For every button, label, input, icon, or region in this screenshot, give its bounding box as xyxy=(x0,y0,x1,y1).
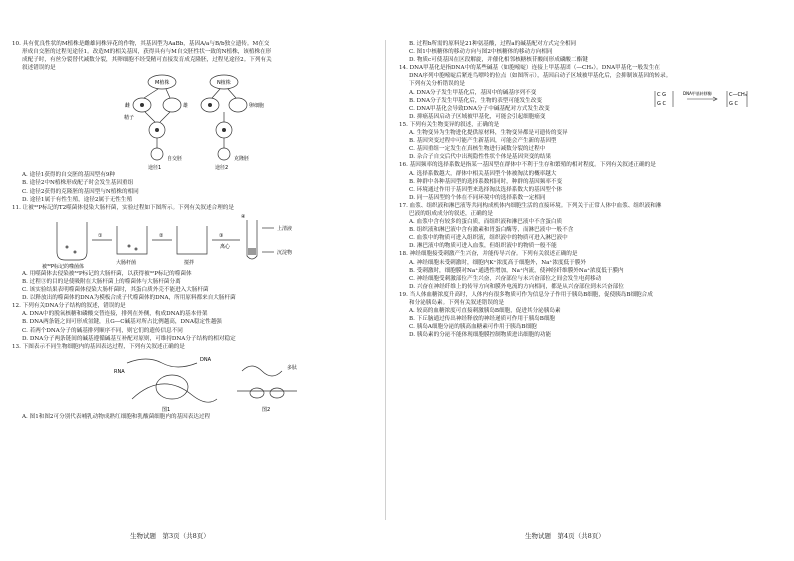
phage-experiment-diagram xyxy=(12,212,372,270)
methyltransferase-label: DNA甲基转移酶 xyxy=(683,90,712,96)
page-footer-right: 生物试题 第4页（共8页） xyxy=(525,532,605,540)
option-c: C. 图1中核糖体的移动方向与图2中核糖体的移动方向相同 xyxy=(409,49,553,56)
option-d: D. 同一基因型的个体在不同环境中的选择系数一定相同 xyxy=(409,194,546,201)
peptide-label: 多肽 xyxy=(287,364,298,371)
figure-1-caption: 图1 xyxy=(162,406,171,413)
option-b: B. 途径2中N植株形成配子时会发生基因重组 xyxy=(22,180,134,187)
question-18-line: 18. 神经细胞接受刺激产生兴奋，并能传导兴奋。下列有关叙述正确的是 xyxy=(399,251,578,258)
stir-label: 搅拌 xyxy=(184,259,195,266)
question-13-figure xyxy=(12,351,372,413)
gene-expression-diagram xyxy=(12,351,372,413)
question-10 xyxy=(12,40,372,204)
dna-methylation-figure xyxy=(647,87,777,109)
question-11-line: 11. 让被³²P标记的T2噬菌体侵染大肠杆菌，实验过程如下图所示。下列有关叙述合理的是 xyxy=(12,204,234,211)
option-b: B. 种群中各种基因型的选择系数相同时，种群的基因频率不变 xyxy=(409,178,563,185)
question-15 xyxy=(399,121,779,161)
option-b: B. 下丘脑通过传出神经释放的神经递质可作用于胰岛B细胞 xyxy=(409,316,556,323)
question-10-line: 叙述错误的是 xyxy=(22,65,56,72)
option-a: A. 图1和图2可分别代表哺乳动物成熟红细胞和乳酸菌细胞内的基因表达过程 xyxy=(22,413,211,420)
right-column xyxy=(399,40,779,339)
option-b: B. DNA两条链之间可形成氢键，且G—C碱基对所占比例越高，DNA稳定性越强 xyxy=(22,319,222,326)
option-d: D. 胰岛素的分泌不能体现细胞膜控制物质进出细胞的功能 xyxy=(409,332,552,339)
option-c: C. 途径2获得的克隆胚的基因型与N植株的相同 xyxy=(22,188,139,195)
option-d: D. 抑癌基因启动子区域被甲基化，可能会引起细胞癌变 xyxy=(409,113,546,120)
clone-embryo-label: 克隆胚 xyxy=(234,156,250,163)
question-19-line: 和分泌胰岛素。下列有关叙述错误的是 xyxy=(409,300,505,306)
question-19 xyxy=(399,291,779,340)
left-column xyxy=(12,40,372,421)
option-b: B. DNA分子发生甲基化后，生物的表型可能发生改变 xyxy=(409,97,542,104)
n-plant-label: N植株 xyxy=(217,80,231,87)
left-strand-top: C G xyxy=(657,91,666,98)
option-d: D. 淋巴液中的物质可进入血浆，但组织液中的物质一般不能 xyxy=(409,243,557,250)
right-strand-bottom: G C xyxy=(729,100,738,107)
question-15-line: 15. 下列有关生物变异的叙述，正确的是 xyxy=(399,121,500,128)
column-divider xyxy=(385,40,386,520)
option-c: C. 神经细胞受刺激部位产生兴奋，兴奋部位与未兴奋部位之间会发生电荷移动 xyxy=(409,275,602,282)
question-14-body xyxy=(399,89,779,121)
option-d: D. 物质c可使基因在区段解旋，并催化相邻核糖核苷酸间形成磷酸二酯键 xyxy=(409,57,588,64)
step-4-label: ④ xyxy=(241,213,246,220)
option-a: A. DNA中的脱氧核糖和磷酸交替连接，排列在外侧，构成DNA的基本骨架 xyxy=(22,311,208,318)
option-a: A. 用噬菌体去侵染被³²P标记的大肠杆菌，以获得被³²P标记的噬菌体 xyxy=(22,270,192,277)
egg-cell-label: 卵细胞 xyxy=(249,103,265,110)
question-19-line: 19. 当人体血糖浓度升高时，人体内有很多物质可作为信息分子作用于胰岛B细胞，促使胰岛B细胞合成 xyxy=(399,291,653,298)
question-13 xyxy=(12,343,372,421)
pathway-2-label: 途径2 xyxy=(215,165,229,172)
centrifuge-label: 离心 xyxy=(220,243,231,250)
right-strand-top: C—CH₃ xyxy=(729,91,747,98)
option-c: C. 血浆中的物质可进入组织液，组织液中的物质可进入淋巴液中 xyxy=(409,235,568,242)
option-a: A. 生物变异为生物进化提供原材料，生物变异都是可遗传的变异 xyxy=(409,130,568,137)
question-17-line: 17. 血浆、组织液和淋巴液等共同构成机体内细胞生活的直接环境。下列关于正常人体中血浆、组织液和淋 xyxy=(399,202,662,209)
question-12 xyxy=(12,302,372,342)
step-3-label: ③ xyxy=(219,232,224,239)
question-14-line: 14. DNA甲基化是指DNA中的某些碱基（如胞嘧啶）连接上甲基基团（—CH₃）。DNA甲基化一般发生在 xyxy=(399,65,660,72)
question-17-line: 巴液的组成成分的叙述，正确的是 xyxy=(409,210,493,217)
question-17 xyxy=(399,202,779,251)
pathway-1-label: 途径1 xyxy=(148,165,162,172)
question-12-line: 12. 下列有关DNA分子结构的叙述，错误的是 xyxy=(12,303,126,310)
option-b: B. 过程b所需的原料是21种氨基酸，过程a的碱基配对方式完全相同 xyxy=(409,41,577,47)
sperm-label: 精子 xyxy=(124,115,135,122)
question-16-line: 16. 基因频率的选择系数是指某一基因型在群体中不利于生存和繁殖的相对程度。下列有关叙述正确的是 xyxy=(399,162,656,169)
question-18 xyxy=(399,250,779,290)
option-b: B. 组织液和淋巴液中含有激素和胃蛋白酶等，而淋巴液中一般不含 xyxy=(409,227,574,234)
question-14-line: DNA序列中胞嘧啶后紧连鸟嘌呤的位点（如图所示），基因启动子区域被甲基化后，会抑制该基因的转录。 xyxy=(409,73,672,80)
option-b: B. 受刺激时，细胞膜对Na⁺通透性增加，Na⁺内流，使神经纤维膜外Na⁺浓度低于膜内 xyxy=(409,267,624,274)
supernatant-label: 上清液 xyxy=(277,225,293,232)
option-a: A. 神经细胞未受刺激时，细胞内K⁺浓度高于细胞外，Na⁺浓度低于膜外 xyxy=(409,259,586,266)
option-c: C. 若两个DNA分子的碱基排列顺序不同，则它们的遗传信息不同 xyxy=(22,327,183,334)
option-b: B. 过程③的目的是使吸附在大肠杆菌上的噬菌体与大肠杆菌分离 xyxy=(22,278,181,285)
option-c: C. DNA甲基化会导致DNA分子中碱基配对方式发生改变 xyxy=(409,105,550,112)
option-d: D. 兴奋在神经纤维上的传导方向和膜外电流的方向相同，都是从兴奋部位到未兴奋部位 xyxy=(409,283,624,290)
option-a: A. 血浆中含有较多的蛋白质，而组织液和淋巴液中不含蛋白质 xyxy=(409,219,563,226)
option-c: C. 基因重组一定发生在真核生物进行减数分裂的过程中 xyxy=(409,146,546,153)
page-footer-left: 生物试题 第3页（共8页） xyxy=(130,532,210,540)
labeled-phage-label: 被³²P标记的噬菌体 xyxy=(42,263,85,270)
option-a: A. DNA分子发生甲基化后，基因中的碱基序列不变 xyxy=(409,89,537,96)
option-c: C. 环境通过作用于基因型来选择淘汰选择系数大的基因型个体 xyxy=(409,186,563,193)
m-plant-label: M植株 xyxy=(155,80,170,87)
figure-2-caption: 图2 xyxy=(262,406,271,413)
question-11-figure xyxy=(12,212,372,270)
option-a: A. 选择系数越大，群体中相关基因型个体被淘汰的概率越大 xyxy=(409,170,557,177)
option-d: D. 以释放出的噬菌体的DNA为模板合成子代噬菌体的DNA，所用原料都来自大肠杆菌 xyxy=(22,295,236,302)
reproduction-pathway-diagram xyxy=(12,72,372,171)
option-b: B. 基因突变过程中可能产生新基因，可能会产生新的基因型 xyxy=(409,138,557,145)
question-14 xyxy=(399,64,779,121)
e-coli-label: 大肠杆菌 xyxy=(116,259,137,266)
step-1-label: ① xyxy=(98,232,103,239)
option-c: C. 胰岛A细胞分泌的胰高血糖素可作用于胰岛B细胞 xyxy=(409,324,537,331)
option-c: C. 该实验结果表明噬菌体侵染大肠杆菌时，其蛋白质外壳不能进入大肠杆菌 xyxy=(22,287,209,294)
female-label: 雌 xyxy=(125,103,131,110)
option-d: D. DNA分子两条链间的碱基遵循碱基互补配对原则，可维持DNA分子结构的相对稳定 xyxy=(22,335,236,342)
option-d: D. 杂合子自交后代中出现隐性性状个体是基因突变的结果 xyxy=(409,154,552,161)
option-a: A. 途径1获得的自交胚的基因型有9种 xyxy=(22,172,116,179)
option-d: D. 途径1属于有性生殖，途径2属于无性生殖 xyxy=(22,196,133,203)
question-10-figure xyxy=(12,72,372,171)
dna-label: DNA xyxy=(200,356,212,363)
question-10-line: 形成自交胚的过程见途径1。改造M的相关基因，获得具有与M自交胚性状一致的N植株，该植株在形 xyxy=(22,49,272,56)
rna-label: RNA xyxy=(114,368,125,375)
question-10-line: 10. 具有优良性状的M植株是雌雄同株异花的作物，其基因型为AaBb，基因A/a与B/b独立遗传。M在交 xyxy=(12,41,270,47)
question-13-line: 13. 下图表示不同生物细胞内的基因表达过程，下列有关叙述正确的是 xyxy=(12,343,185,350)
left-strand-bottom: G C xyxy=(657,100,666,107)
self-embryo-label: 自交胚 xyxy=(167,156,183,163)
question-16 xyxy=(399,161,779,201)
question-10-line: 成配子时，有丝分裂替代减数分裂，其卵细胞不经受精可直接发育成克隆胚，过程见途径2。下列有关 xyxy=(22,57,272,64)
option-a: A. 较高的血糖浓度可直接刺激胰岛B细胞，促进其分泌胰岛素 xyxy=(409,308,561,315)
question-11 xyxy=(12,204,372,302)
sediment-label: 沉淀物 xyxy=(277,249,293,256)
step-2-label: ② xyxy=(159,232,164,239)
question-14-line: 下列有关分析错误的是 xyxy=(409,81,465,88)
male-label: 雄 xyxy=(183,103,189,110)
